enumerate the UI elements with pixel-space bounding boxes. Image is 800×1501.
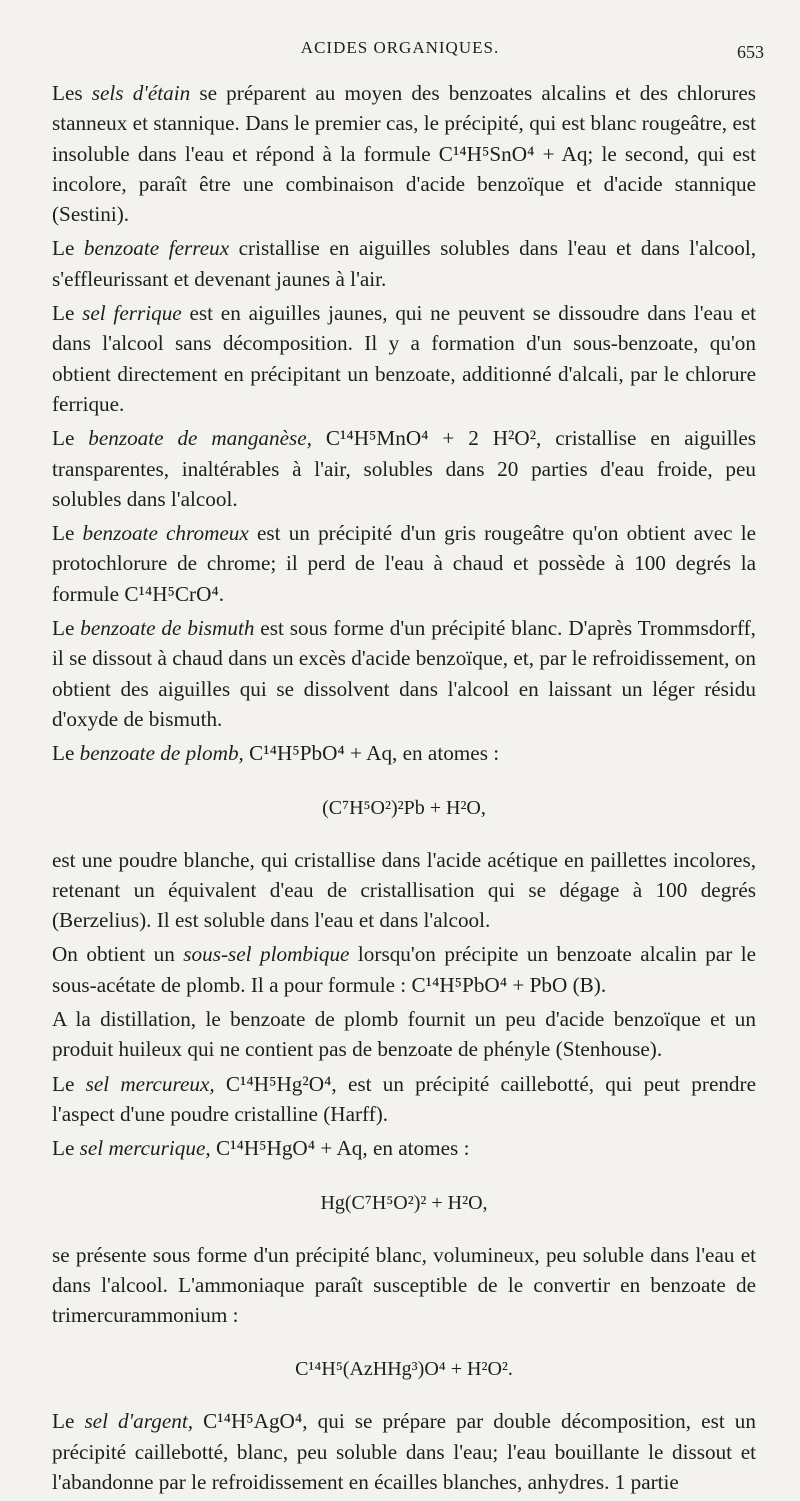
term: sous-sel plombique [183, 942, 350, 967]
term: benzoate de bismuth [80, 616, 255, 641]
formula-trimercurammonium: C¹⁴H⁵(AzHHg³)O⁴ + H²O². [295, 1358, 513, 1381]
term: sel mercurique, [79, 1136, 211, 1161]
paragraph-sels-etain: Les sels d'étain se préparent au moyen des benzoates alcalins et des chlorures stanneux et stannique. Dans le premier cas, le précipité, qui est blanc rougeâtre, est insoluble dans l'eau et répond à la formule C¹⁴H⁵SnO⁴ + Aq; le second, qui est incolore, paraît être une combinaison d'acide benzoïque et d'acide stannique (Sestini). [52, 81, 756, 227]
term: sel d'argent, [84, 1409, 194, 1434]
term: sel mercureux, [85, 1071, 215, 1096]
formula-plomb: (C⁷H⁵O²)²Pb + H²O, [322, 796, 486, 819]
term: benzoate de manganèse, [88, 426, 312, 451]
term: sel ferrique [82, 301, 182, 326]
paragraph-precipite-blanc: se présente sous forme d'un précipité blanc, volumineux, peu soluble dans l'eau et dans l'alcool. L'ammoniaque paraît susceptible de le convertir en benzoate de trimercurammonium : [52, 1242, 756, 1328]
paragraph-distillation: A la distillation, le benzoate de plomb fournit un peu d'acide benzoïque et un produit huileux qui ne contient pas de benzoate de phényle (Stenhouse). [52, 1007, 756, 1062]
term: benzoate chromeux [82, 521, 249, 546]
paragraph-benzoate-bismuth: Le benzoate de bismuth est sous forme d'un précipité blanc. D'après Trommsdorff, il se dissout à chaud dans un excès d'acide benzoïque, et, par le refroidissement, on obtient des aiguilles qui se dissolvent dans l'alcool en laissant un léger résidu d'oxyde de bismuth. [52, 616, 756, 731]
paragraph-benzoate-manganese: Le benzoate de manganèse, C¹⁴H⁵MnO⁴ + 2 H²O², cristallise en aiguilles transparentes, inaltérables à l'air, solubles dans 20 parties d'eau froide, peu solubles dans l'alcool. [52, 426, 756, 511]
term: benzoate de plomb, [79, 741, 244, 766]
running-title: ACIDES ORGANIQUES. [300, 38, 500, 57]
paragraph-sel-mercurique: Le sel mercurique, C¹⁴H⁵HgO⁴ + Aq, en atomes : [52, 1136, 470, 1161]
paragraph-sous-sel-plombique: On obtient un sous-sel plombique lorsqu'on précipite un benzoate alcalin par le sous-acétate de plomb. Il a pour formule : C¹⁴H⁵PbO⁴ + PbO (B). [52, 942, 757, 997]
formula-mercurique: Hg(C⁷H⁵O²)² + H²O, [320, 1191, 488, 1214]
term: benzoate ferreux [83, 236, 230, 261]
paragraph-poudre-blanche: est une poudre blanche, qui cristallise dans l'acide acétique en paillettes incolores, retenant un équivalent d'eau de cristallisation qui se dégage à 100 degrés (Berzelius). Il est soluble dans l'eau et dans l'alcool. [52, 847, 756, 933]
page-header [0, 34, 800, 64]
paragraph-sel-argent: Le sel d'argent, C¹⁴H⁵AgO⁴, qui se prépare par double décomposition, est un précipité caillebotté, blanc, peu soluble dans l'eau; l'eau bouillante le dissout et l'abandonne par le refroidissement en écailles blanches, anhydres. 1 partie [52, 1409, 756, 1494]
paragraph-sel-mercureux: Le sel mercureux, C¹⁴H⁵Hg²O⁴, est un précipité caillebotté, qui peut prendre l'aspect d'une poudre cristalline (Harff). [52, 1071, 756, 1126]
page-number: 653 [737, 42, 764, 62]
paragraph-benzoate-ferreux: Le benzoate ferreux cristallise en aiguilles solubles dans l'eau et dans l'alcool, s'effleurissant et devenant jaunes à l'air. [52, 236, 757, 291]
paragraph-benzoate-plomb: Le benzoate de plomb, C¹⁴H⁵PbO⁴ + Aq, en atomes : [52, 741, 500, 766]
term: sels d'étain [91, 81, 191, 105]
paragraph-benzoate-chromeux: Le benzoate chromeux est un précipité d'un gris rougeâtre qu'on obtient avec le protochlorure de chrome; il perd de l'eau à chaud et possède à 100 degrés la formule C¹⁴H⁵CrO⁴. [52, 521, 756, 606]
paragraph-sel-ferrique: Le sel ferrique est en aiguilles jaunes, qui ne peuvent se dissoudre dans l'eau et dans l'alcool sans décomposition. Il y a formation d'un sous-benzoate, qu'on obtient directement en précipitant un benzoate, additionné d'alcali, par le chlorure ferrique. [52, 301, 756, 416]
body-text [52, 78, 756, 1501]
